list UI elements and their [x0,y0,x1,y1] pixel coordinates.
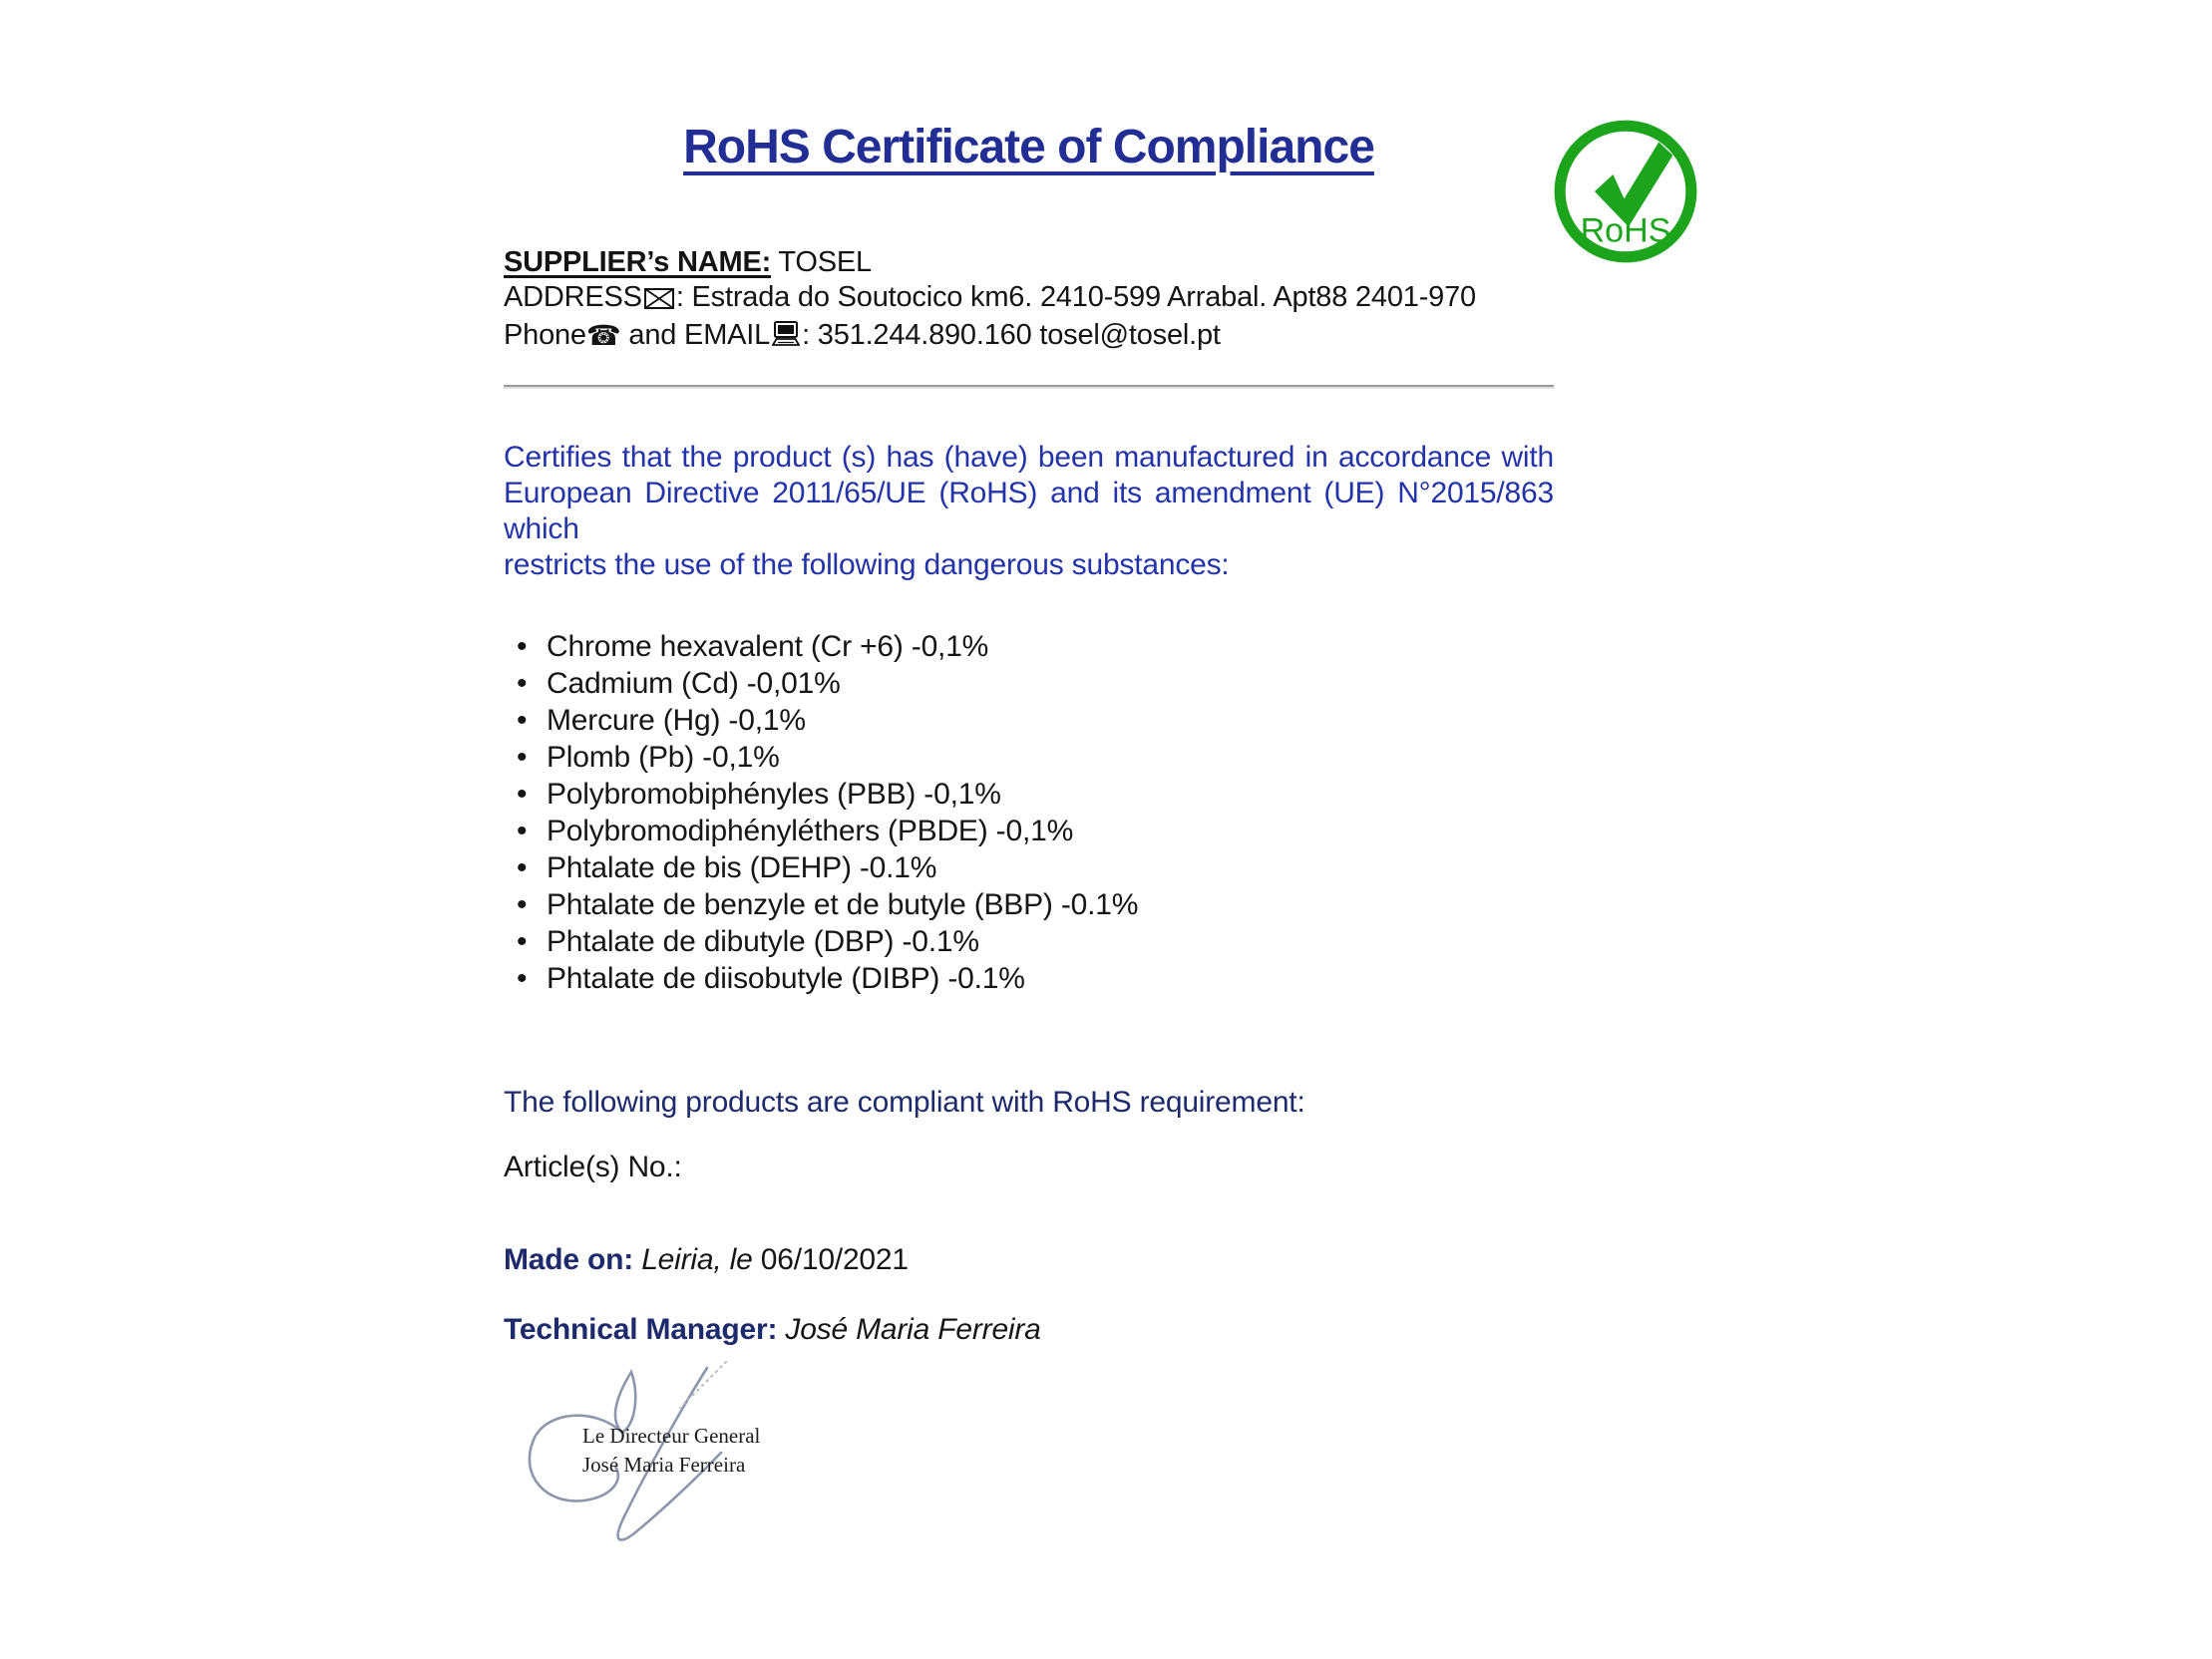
substances-list [517,628,1138,997]
rohs-checkmark-icon [1552,118,1699,265]
supplier-name-value: TOSEL [778,246,872,278]
made-on-line [504,1243,909,1277]
certification-paragraph [504,440,1554,583]
list-item: • Polybromobiphényles (PBB) -0,1% [517,776,1138,813]
compliance-statement: The following products are compliant with RoHS requirement: [504,1086,1305,1119]
list-item: • Chrome hexavalent (Cr +6) -0,1% [517,628,1138,665]
phone-icon: ☎ [585,319,621,352]
page-title: RoHS Certificate of Compliance [683,121,1374,173]
certification-line: restricts the use of the following dangerous substances: [504,548,1230,581]
supplier-contact-line [504,318,1601,356]
technical-manager-label: Technical Manager: [504,1313,778,1346]
list-item: • Mercure (Hg) -0,1% [517,702,1138,739]
list-item: • Phtalate de diisobutyle (DIBP) -0.1% [517,960,1138,997]
email-label: and EMAIL [620,319,771,351]
supplier-name-line [504,245,1601,280]
supplier-address-line [504,280,1601,318]
phone-label: Phone [504,319,586,351]
supplier-name-label: SUPPLIER’s NAME: [504,246,772,278]
address-label: ADDRESS [504,281,642,313]
address-value: : Estrada do Soutocico km6. 2410-599 Arrabal. Apt88 2401-970 [675,281,1476,313]
computer-icon [772,321,800,356]
technical-manager-value: José Maria Ferreira [777,1313,1041,1346]
section-divider [504,385,1554,389]
signature-caption [582,1422,760,1480]
technical-manager-line [504,1313,1041,1347]
list-item: • Plomb (Pb) -0,1% [517,739,1138,776]
certification-line: European Directive 2011/65/UE (RoHS) and its amendment (UE) N°2015/863 which [504,477,1554,545]
article-number-label: Article(s) No.: [504,1151,682,1183]
contact-value: : 351.244.890.160 tosel@tosel.pt [802,319,1221,351]
made-on-label: Made on: [504,1243,634,1276]
signature-block [511,1356,850,1570]
certification-line: Certifies that the product (s) has (have) been manufactured in accordance with [504,441,1554,474]
signature-title: Le Directeur General [582,1424,761,1448]
list-item: • Phtalate de benzyle et de butyle (BBP) -0.1% [517,886,1138,923]
list-item: • Polybromodiphényléthers (PBDE) -0,1% [517,813,1138,849]
signature-name: José Maria Ferreira [582,1453,746,1477]
made-on-place: Leiria, le [633,1243,761,1276]
list-item: • Phtalate de bis (DEHP) -0.1% [517,849,1138,886]
supplier-info [504,245,1601,356]
rohs-logo-label: RoHS [1580,211,1671,250]
envelope-icon [644,283,674,318]
list-item: • Cadmium (Cd) -0,01% [517,665,1138,702]
made-on-date: 06/10/2021 [760,1243,909,1276]
rohs-logo [1552,118,1699,265]
list-item: • Phtalate de dibutyle (DBP) -0.1% [517,923,1138,960]
